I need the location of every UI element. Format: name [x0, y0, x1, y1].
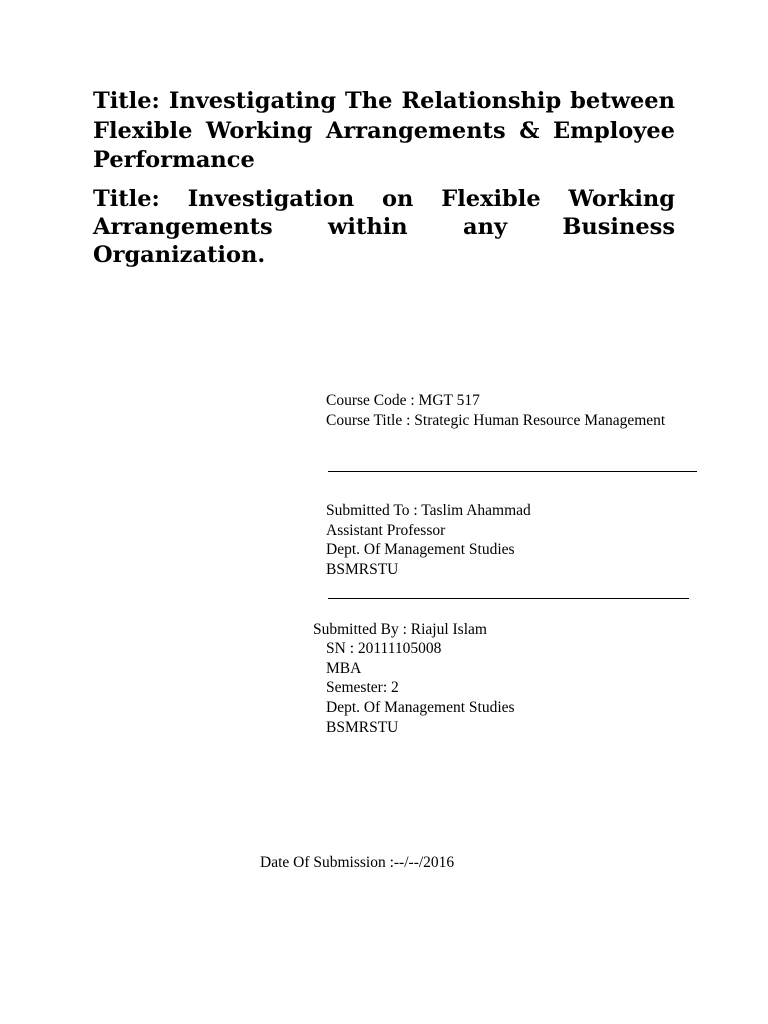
submitted-to-department: Dept. Of Management Studies	[326, 541, 515, 559]
primary-title: Title: Investigating The Relationship between Flexible Working Arrangements & Employee Performance	[93, 88, 675, 173]
divider-line	[328, 598, 689, 599]
submitted-by-department: Dept. Of Management Studies	[326, 699, 515, 717]
divider-line	[328, 471, 697, 472]
program: MBA	[326, 659, 362, 677]
course-info	[326, 391, 666, 430]
course-code: Course Code : MGT 517	[326, 392, 480, 409]
student-number: SN : 20111105008	[326, 640, 442, 657]
submission-date: Date Of Submission :--/--/2016	[260, 854, 455, 871]
submitted-by-heading	[313, 620, 487, 640]
semester: Semester: 2	[326, 679, 399, 697]
submitted-to-institution: BSMRSTU	[326, 561, 399, 579]
submitted-by-name: Submitted By : Riajul Islam	[313, 621, 487, 638]
submitted-to-block	[326, 501, 531, 580]
submitted-by-institution: BSMRSTU	[326, 718, 399, 736]
secondary-title: Title: Investigation on Flexible Working Arrangements within any Business Organization.	[93, 186, 675, 268]
submitted-to-name: Submitted To : Taslim Ahammad	[326, 502, 531, 519]
submitted-by-block	[326, 639, 515, 738]
submitted-to-position: Assistant Professor	[326, 521, 446, 539]
course-title: Course Title : Strategic Human Resource Management	[326, 411, 666, 429]
